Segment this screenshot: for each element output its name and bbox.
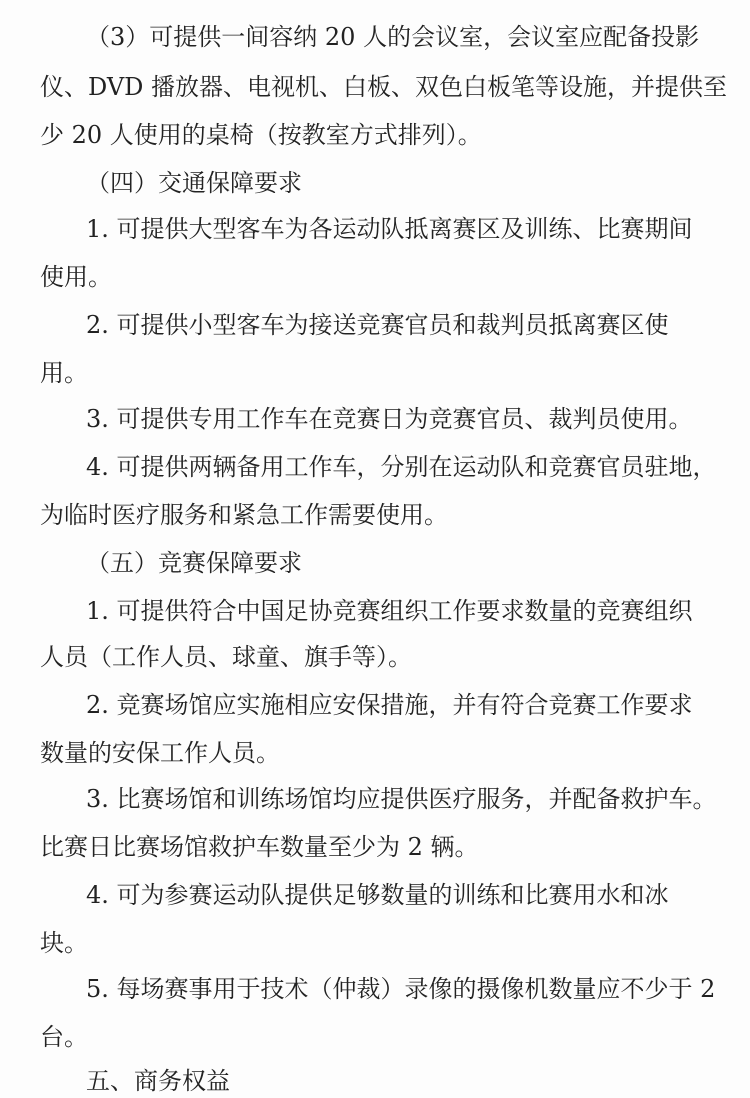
text-line: 3. 比赛场馆和训练场馆均应提供医疗服务，并配备救护车。 xyxy=(86,785,717,813)
section-heading: （五）竞赛保障要求 xyxy=(86,549,302,577)
text-line: 5. 每场赛事用于技术（仲裁）录像的摄像机数量应不少于 2 xyxy=(86,975,716,1003)
text-line: 4. 可提供两辆备用工作车，分别在运动队和竞赛官员驻地， xyxy=(86,453,717,481)
text-line: 人员（工作人员、球童、旗手等）。 xyxy=(40,643,412,671)
text-line: 台。 xyxy=(40,1023,88,1051)
text-line: 2. 可提供小型客车为接送竞赛官员和裁判员抵离赛区使 xyxy=(86,311,669,339)
text-line: 1. 可提供大型客车为各运动队抵离赛区及训练、比赛期间 xyxy=(86,215,693,243)
text-line: 3. 可提供专用工作车在竞赛日为竞赛官员、裁判员使用。 xyxy=(86,405,693,433)
text-line: 4. 可为参赛运动队提供足够数量的训练和比赛用水和冰 xyxy=(86,881,669,909)
text-line: 比赛日比赛场馆救护车数量至少为 2 辆。 xyxy=(40,833,479,861)
text-line: 用。 xyxy=(40,359,88,387)
section-heading: 五、商务权益 xyxy=(86,1067,230,1095)
text-line: 1. 可提供符合中国足协竞赛组织工作要求数量的竞赛组织 xyxy=(86,597,693,625)
text-line: 为临时医疗服务和紧急工作需要使用。 xyxy=(40,501,448,529)
text-line: 2. 竞赛场馆应实施相应安保措施，并有符合竞赛工作要求 xyxy=(86,691,693,719)
text-line: （3）可提供一间容纳 20 人的会议室，会议室应配备投影 xyxy=(86,23,700,51)
section-heading: （四）交通保障要求 xyxy=(86,169,302,197)
text-line: 数量的安保工作人员。 xyxy=(40,739,280,767)
text-line: 仪、DVD 播放器、电视机、白板、双色白板笔等设施，并提供至 xyxy=(40,73,728,101)
text-line: 块。 xyxy=(40,929,88,957)
text-line: 少 20 人使用的桌椅（按教室方式排列）。 xyxy=(40,121,482,149)
text-line: 使用。 xyxy=(40,263,112,291)
